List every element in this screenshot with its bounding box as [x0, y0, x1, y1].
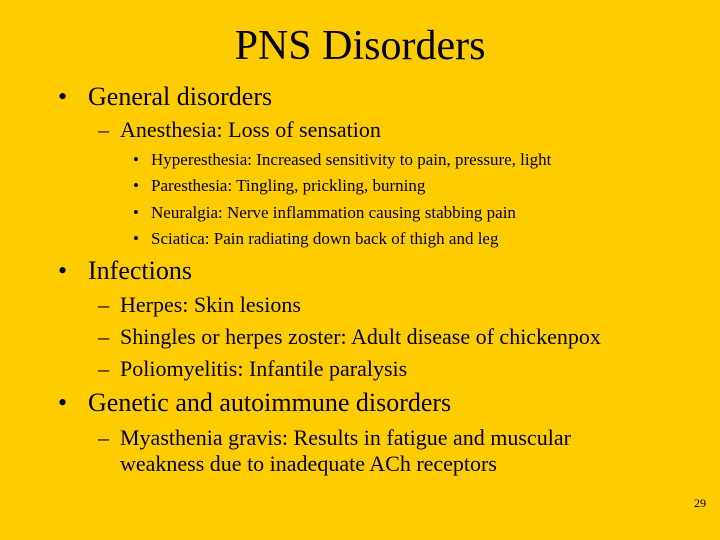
dash-icon: – [98, 117, 109, 142]
section-heading-genetic: • Genetic and autoimmune disorders [58, 388, 452, 417]
bullet-icon: • [133, 229, 139, 248]
list-item-herpes: – Herpes: Skin lesions [98, 292, 301, 317]
bullet-icon: • [58, 256, 68, 285]
list-item-paresthesia: • Paresthesia: Tingling, prickling, burning [133, 173, 425, 199]
list-item-anesthesia: – Anesthesia: Loss of sensation [98, 117, 381, 142]
bullet-icon: • [133, 150, 139, 169]
dash-icon: – [98, 324, 109, 349]
bullet-icon: • [58, 388, 68, 417]
list-item-shingles: – Shingles or herpes zoster: Adult disease of chickenpox [98, 324, 601, 349]
dash-icon: – [98, 356, 109, 381]
bullet-icon: • [58, 82, 68, 111]
section-heading-infections: • Infections [58, 256, 192, 285]
list-item-sciatica: • Sciatica: Pain radiating down back of thigh and leg [133, 226, 498, 252]
bullet-icon: • [133, 176, 139, 195]
dash-icon: – [98, 292, 109, 317]
list-item-myasthenia: – Myasthenia gravis: Results in fatigue and muscular weakness due to inadequate ACh receptors [98, 425, 571, 476]
list-item-poliomyelitis: – Poliomyelitis: Infantile paralysis [98, 356, 408, 381]
page-number: 29 [694, 496, 706, 510]
bullet-icon: • [133, 203, 139, 222]
slide-title: PNS Disorders [234, 23, 486, 69]
dash-icon: – [98, 425, 109, 450]
list-item-hyperesthesia: • Hyperesthesia: Increased sensitivity to pain, pressure, light [133, 147, 551, 173]
list-item-neuralgia: • Neuralgia: Nerve inflammation causing stabbing pain [133, 200, 516, 226]
section-heading-general: • General disorders [58, 82, 273, 111]
